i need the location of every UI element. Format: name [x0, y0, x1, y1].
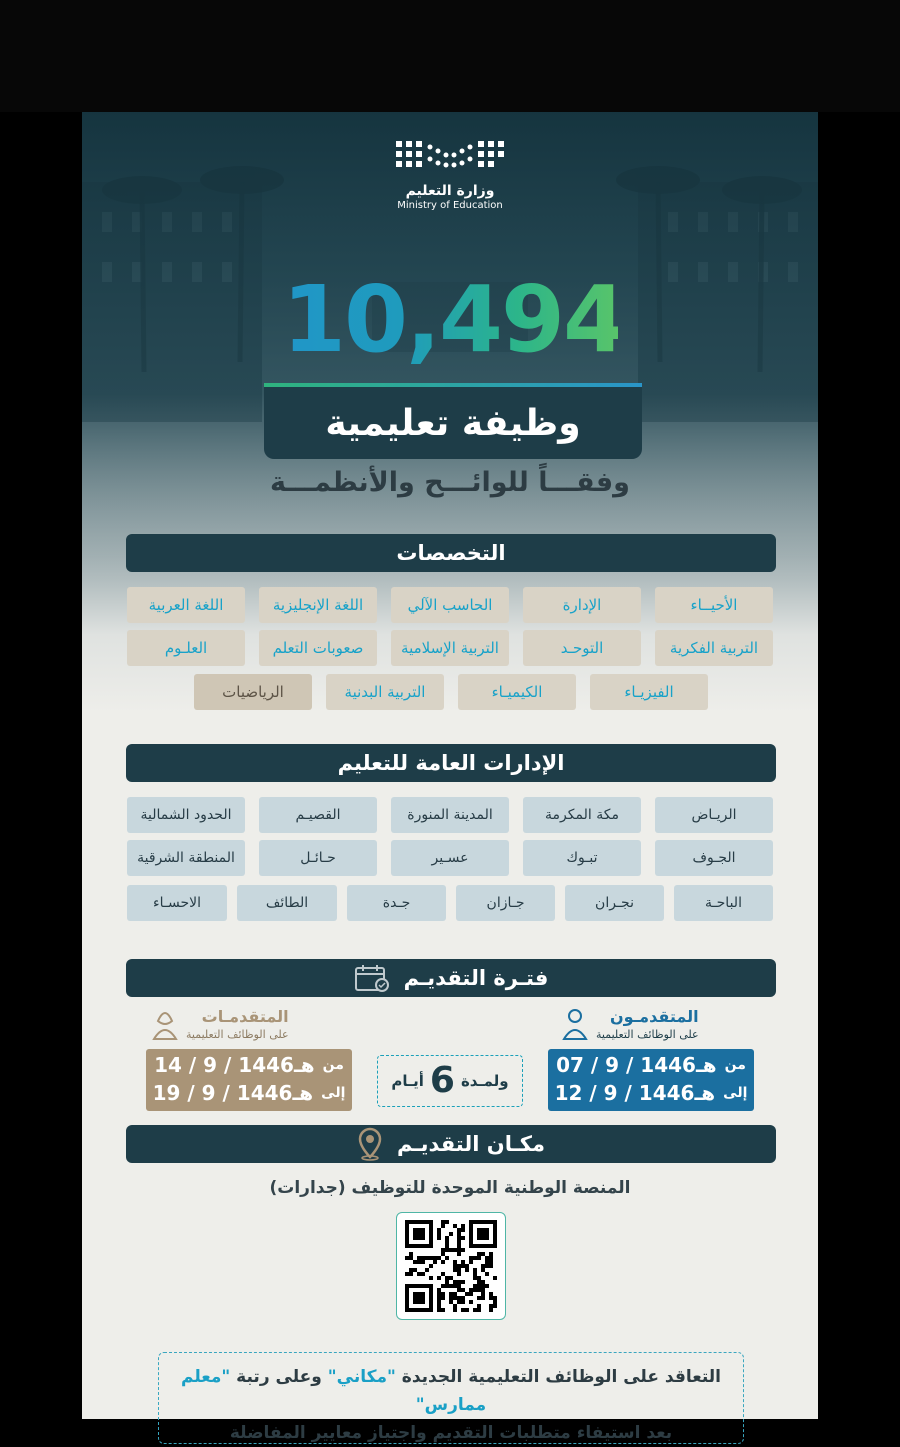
ministry-name-english: Ministry of Education [397, 200, 503, 211]
headline-subtitle: وفقـــاً للوائـــح والأنظمـــة [270, 467, 630, 498]
specialization-chip: الأحيــاء [655, 587, 773, 623]
left-black-border [0, 112, 82, 1419]
female-from-row [146, 1053, 352, 1077]
ministry-name-arabic: وزارة التعليم [405, 183, 495, 199]
duration-number: 6 [429, 1060, 455, 1101]
department-chip: جـدة [347, 885, 446, 921]
department-chip: تبـوك [523, 840, 641, 876]
specialization-chip: التربية الفكرية [655, 630, 773, 666]
female-to-label: إلى [321, 1085, 346, 1101]
female-to-row [146, 1081, 352, 1105]
specialization-chip: العلـوم [127, 630, 245, 666]
department-chip: عسـير [391, 840, 509, 876]
footer-highlight-rank: "معلم ممارس" [181, 1367, 487, 1415]
footer-line-2: بعد استيفاء متطلبات التقديم واجتياز معايير المفاضلة [229, 1423, 673, 1443]
male-date-box [548, 1049, 754, 1111]
footer-text-a: التعاقد على الوظائف التعليمية الجديدة [395, 1367, 721, 1387]
male-to-date: 12 / 9 / 1446هـ [554, 1081, 716, 1105]
ministry-logo-icon [394, 137, 506, 177]
female-applicants-label [152, 1007, 340, 1041]
specializations-heading-text: التخصصات [396, 541, 506, 565]
female-to-date: 19 / 9 / 1446هـ [152, 1081, 314, 1105]
platform-name: المنصة الوطنية الموحدة للتوظيف (جدارات) [269, 1178, 631, 1198]
specialization-chip: صعوبات التعلم [259, 630, 377, 666]
ministry-logo [382, 137, 518, 211]
female-from-date: 14 / 9 / 1446هـ [154, 1053, 315, 1077]
duration-unit: أيـام [391, 1072, 424, 1090]
departments-heading [126, 744, 776, 782]
female-date-box [146, 1049, 352, 1111]
specialization-chip: الكيميـاء [458, 674, 576, 710]
department-chip: الطائف [237, 885, 337, 921]
male-from-row [548, 1053, 754, 1077]
top-black-bar [0, 0, 900, 112]
specialization-chip: اللغة العربية [127, 587, 245, 623]
department-chip: جـازان [456, 885, 555, 921]
female-from-label: من [322, 1057, 344, 1073]
specializations-heading [126, 534, 776, 572]
qr-code-icon [405, 1220, 497, 1312]
department-chip: الريـاض [655, 797, 773, 833]
specialization-chip: التربية الإسلامية [391, 630, 509, 666]
specialization-chip: الحاسب الآلي [391, 587, 509, 623]
department-chip: الاحسـاء [127, 885, 227, 921]
female-person-icon [152, 1007, 178, 1041]
male-to-row [548, 1081, 754, 1105]
department-chip: القصيـم [259, 797, 377, 833]
department-chip: الحدود الشمالية [127, 797, 245, 833]
male-applicants-subtitle: على الوظائف التعليمية [596, 1028, 699, 1041]
department-chip: مكة المكرمة [523, 797, 641, 833]
department-chip: المنطقة الشرقية [127, 840, 245, 876]
specialization-chip: الفيزيـاء [590, 674, 708, 710]
headline-title: وظيفة تعليمية [264, 387, 642, 459]
male-from-date: 07 / 9 / 1446هـ [556, 1053, 717, 1077]
specialization-chip: التربية البدنية [326, 674, 444, 710]
male-to-label: إلى [723, 1085, 748, 1101]
male-person-icon [562, 1007, 588, 1041]
department-chip: حـائـل [259, 840, 377, 876]
calendar-icon [354, 963, 390, 993]
specialization-chip: الرياضيات [194, 674, 312, 710]
location-pin-icon [357, 1127, 383, 1161]
male-applicants-title: المتقدمـون [610, 1007, 699, 1026]
footer-text-c: وعلى رتبة [230, 1367, 328, 1387]
footer-highlight-makani: "مكاني" [327, 1367, 396, 1387]
duration-prefix: ولمـدة [460, 1072, 509, 1090]
specialization-chip: التوحـد [523, 630, 641, 666]
department-chip: المدينة المنورة [391, 797, 509, 833]
place-heading [126, 1125, 776, 1163]
male-from-label: من [724, 1057, 746, 1073]
period-heading [126, 959, 776, 997]
footer-line-1 [159, 1363, 743, 1419]
duration-box [377, 1055, 523, 1107]
specialization-chip: اللغة الإنجليزية [259, 587, 377, 623]
specialization-chip: الإدارة [523, 587, 641, 623]
department-chip: نجـران [565, 885, 664, 921]
male-applicants-label [562, 1007, 762, 1041]
department-chip: الباحـة [674, 885, 773, 921]
departments-heading-text: الإدارات العامة للتعليم [337, 751, 565, 775]
qr-code-frame [396, 1212, 506, 1320]
place-heading-text: مكـان التقديـم [397, 1132, 545, 1156]
poster [82, 112, 818, 1443]
right-black-border [818, 112, 900, 1419]
jobs-count: 10,494 [282, 266, 626, 373]
period-heading-text: فتـرة التقديـم [403, 966, 549, 990]
female-applicants-title: المتقدمـات [201, 1007, 289, 1026]
female-applicants-subtitle: على الوظائف التعليمية [186, 1028, 289, 1041]
department-chip: الجـوف [655, 840, 773, 876]
footer-note [158, 1352, 744, 1444]
